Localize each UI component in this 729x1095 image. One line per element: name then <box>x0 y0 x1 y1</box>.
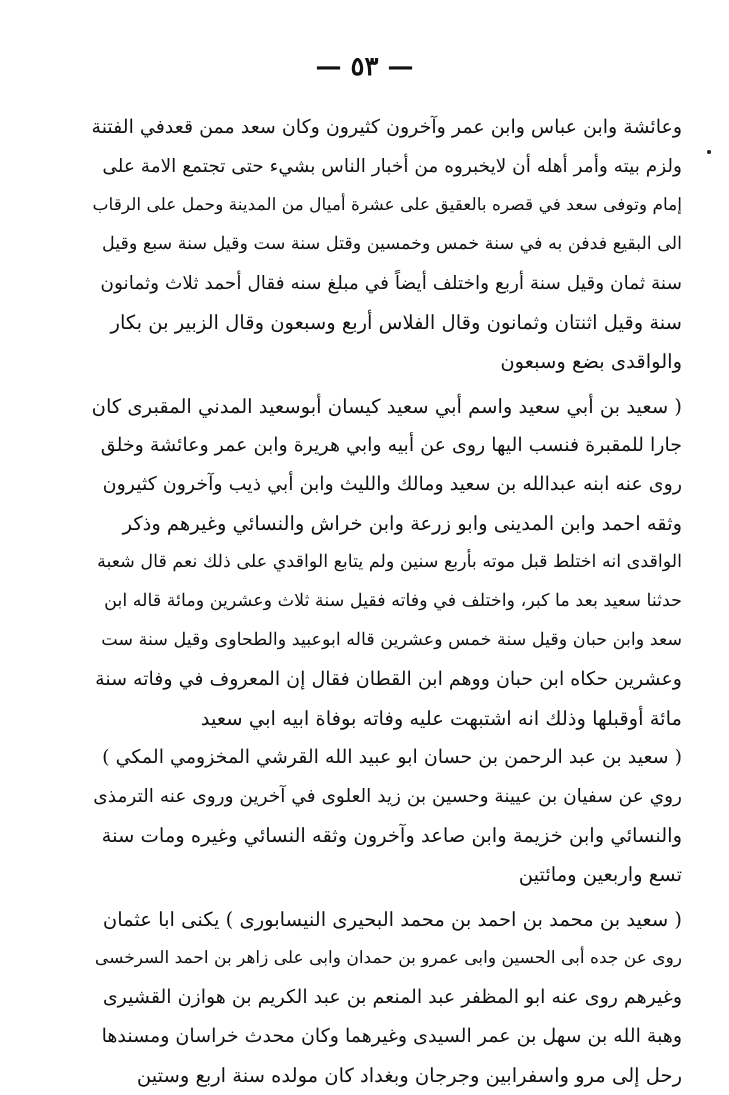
text-line: رحل إلى مرو واسفرابين وجرجان وبغداد كان مولده سنة اربع وستين <box>136 1064 682 1087</box>
entry-heading-line: ( سعيد بن محمد بن احمد بن محمد البحيرى النيسابورى ) يكنى ابا عثمان <box>102 908 682 931</box>
margin-mark <box>707 150 711 154</box>
paragraph-saad-death <box>92 108 682 381</box>
text-line: سنة ثمان وقيل سنة أربع واختلف أيضاً في مبلغ سنه فقال أحمد ثلاث وثمانون <box>100 273 682 294</box>
text-line: روى عنه ابنه عبدالله بن سعيد ومالك والليث وابن أبي ذيب وآخرون كثيرون <box>102 473 682 495</box>
paragraph-saeed-buhayri <box>92 900 682 1095</box>
entry-heading-line: ( سعيد بن عبد الرحمن بن حسان ابو عبيد الله القرشي المخزومي المكي ) <box>102 746 682 768</box>
text-line: مائة أوقبلها وذلك انه اشتبهت عليه وفاته بوفاة ابيه ابي سعيد <box>200 707 682 730</box>
text-line: والنسائي وابن خزيمة وابن صاعد وآخرون وثقه النسائي وغيره ومات سنة <box>101 824 682 847</box>
text-line: سنة وقيل اثنتان وثمانون وقال الفلاس أربع وسبعون وقال الزبير بن بكار <box>110 311 682 334</box>
text-line: إمام وتوفى سعد في قصره بالعقيق على عشرة أميال من المدينة وحمل على الرقاب <box>92 195 682 215</box>
page-number: — ٥٣ — <box>315 52 414 82</box>
paragraph-saeed-makhzumi <box>92 738 682 894</box>
text-line: روي عن سفيان بن عيينة وحسين بن زيد العلوى في آخرين وروى عنه الترمذى <box>93 786 682 807</box>
text-line: الواقدى انه اختلط قبل موته بأربع سنين ولم يتابع الواقدي على ذلك نعم قال شعبة <box>97 552 682 572</box>
text-line: وغيرهم روى عنه ابو المظفر عبد المنعم بن عبد الكريم بن هوازن القشيرى <box>102 986 682 1008</box>
entry-heading-line: ( سعيد بن أبي سعيد واسم أبي سعيد كيسان أبوسعيد المدني المقبرى كان <box>92 395 682 418</box>
text-line: ولزم بيته وأمر أهله أن لايخبروه من أخبار الناس بشيء حتى تجتمع الامة على <box>102 156 682 177</box>
text-line: وعشرين حكاه ابن حبان ووهم ابن القطان فقال إن المعروف في وفاته سنة <box>95 668 682 690</box>
text-line: حدثنا سعيد بعد ما كبر، واختلف في وفاته فقيل سنة ثلاث وعشرين ومائة قاله ابن <box>104 591 682 611</box>
text-line: روى عن جده أبى الحسين وابى عمرو بن حمدان وابى على زاهر بن احمد السرخسى <box>94 948 682 968</box>
text-line: والواقدى بضع وسبعون <box>500 350 682 373</box>
text-line: سعد وابن حبان وقيل سنة خمس وعشرين قاله ابوعبيد والطحاوى وقيل سنة ست <box>101 630 682 650</box>
text-line: وعائشة وابن عباس وابن عمر وآخرون كثيرون وكان سعد ممن قعدفي الفتنة <box>92 116 682 138</box>
text-line: جارا للمقبرة فنسب اليها روى عن أبيه وابي هريرة وابن عمر وعائشة وخلق <box>100 434 682 456</box>
paragraph-saeed-maqburi <box>92 387 682 738</box>
text-line: الى البقيع فدفن به في سنة خمس وخمسين وقتل سنة ست وقيل سنة سبع وقيل <box>101 234 682 254</box>
text-line: وهبة الله بن سهل بن عمر السيدى وغيرهما وكان محدث خراسان ومسندها <box>101 1025 682 1047</box>
main-text <box>92 108 682 1095</box>
text-line: تسع واربعين ومائتين <box>518 863 682 886</box>
text-line: وثقه احمد وابن المدينى وابو زرعة وابن خراش والنسائي وغيرهم وذكر <box>122 512 682 535</box>
